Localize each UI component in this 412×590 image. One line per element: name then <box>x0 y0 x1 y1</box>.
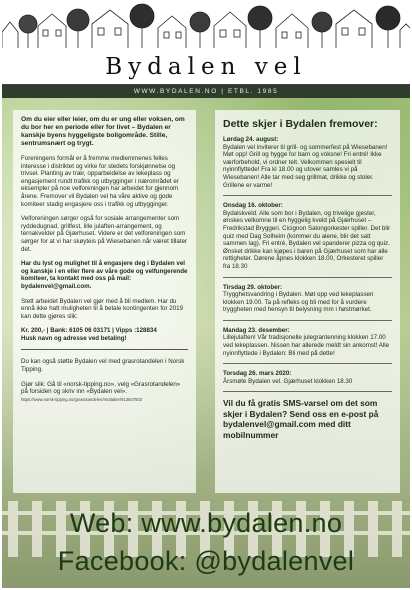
sms-signup-text: Vil du få gratis SMS-varsel om det som skjer i Bydalen? Send oss en e-post på bydalenvel@gmail.com med ditt mobilnummer <box>223 398 379 440</box>
facebook-link[interactable]: Facebook: @bydalenvel <box>57 546 355 576</box>
website-link[interactable]: Web: www.bydalen.no <box>69 508 343 538</box>
grasrot-text: Du kan også støtte Bydalen vel med grasrotandelen i Norsk Tipping. <box>21 358 185 374</box>
intro-text: Om du eier eller leier, om du er ung eller voksen, om du bor her en periode eller for livet – Bydalen er kanskje byens hyggeligste boligområde. Stille, sentrumsnært og trygt. <box>21 116 185 147</box>
divider <box>223 195 392 196</box>
payment-info: Kr. 200,- | Bank: 6105 06 03171 | Vipps :128834 <box>21 327 157 335</box>
flyer-page <box>2 2 410 588</box>
divider <box>223 391 392 392</box>
membership-text: Stett arbeidet Bydalen vel gjør med å bli medlem. Har du ennå ikke hatt muligheten til å betale kontingenten for 2019 kan dette gjøres slik: <box>21 297 184 320</box>
social-text: Velforeningen sørger også for sosiale arrangementer som ryddedugnad, grillfest, lille julaften-arrangement, og ternakvelder på Gjærhuset. Videre er det velforeningen som sørger for at vi har skøyteis på Wiesebanen når været tillater det. <box>21 215 188 253</box>
houses-illustration <box>2 2 410 48</box>
subtitle-bar: WWW.BYDALEN.NO | ETBL. 1985 <box>2 85 410 98</box>
grasrot-instructions: Gjør slik: Gå til «norsk-tipping.no», velg «Grasrotandelen» på forsiden og skriv inn «Bydalen vel». <box>21 380 181 396</box>
event-date: Mandag 23. desember: <box>223 326 290 334</box>
payment-note: Husk navn og adresse ved betaling! <box>21 334 127 342</box>
events-title: Dette skjer i Bydalen fremover: <box>223 118 378 130</box>
purpose-text: Foreningens formål er å fremme medlemmenes felles interesse i distriktet og virke for stedets forskjønnelse og trivsel. Planting av trær, opparbeidelse av lekeplass og engasjement rundt trafikk og utbygginger i nærområdet er eksempler på noe velforeningen har arbeidet for gjennom årene. Fremover vil Bydalen vel ha våre aktive og gode komiteer stadig engasjere oss i trafikk og utbygginger. <box>21 155 179 208</box>
event-date: Tirsdag 29. oktober: <box>223 283 283 291</box>
divider <box>223 363 392 364</box>
event-description: Årsmøte Bydalen vel. Gjærhuset klokken 18.30 <box>223 377 353 385</box>
divider <box>223 320 392 321</box>
event-description: Bydalen vel inviterer til grill- og sommerfest på Wiesebanen! Møt opp! Grill og hygge for barn og voksne! Fri entré! Ikke værforbehold, vi ordner telt. Velkommen spesielt til nyinnflyttede! Fra kl 18.00 og utover samles vi på Wiesebanen! Alle tar med seg grillmat, drikke og stoler. Grillene er varme! <box>223 143 388 189</box>
event-date: Torsdag 26. mars 2020: <box>223 370 292 378</box>
grasrot-link[interactable]: https://www.norsk-tipping.no/grasrotandelen/mottaker/913547502 <box>21 396 143 402</box>
divider <box>21 349 188 350</box>
event-date: Onsdag 16. oktober: <box>223 202 283 210</box>
events-panel <box>215 110 400 493</box>
event-description: Lillejulaften! Vår tradisjonelle julegrantenning klokken 17.00 ved lekeplassen. Nissen har allerede meldt sin ankomst! Alle nyinnflyttede i Bydalen: Bli med på dette! <box>223 334 390 357</box>
engage-text: Har du lyst og mulighet til å engasjere deg i Bydalen vel og kanskje i en eller flere av våre gode og velfungerende komiteer, ta kontakt med oss på mail: bydalenvel@gmail.com. <box>21 260 188 290</box>
event-description: Bydalskveld. Alle som bor i Bydalen, og trivelige gjester, ønskes velkomne til en hyggelig kveld på Gjærhuset – Fredrikstad Bryggeri. Cicignon Salongorkester spiller. Det blir quiz med Dag Solheim (kommer du alene, blir det satt sammen lag). Fri entré, Bydalen vel spanderer pizza og quiz. Ønsket drikke kan kjøpes i baren på Gjærhuset som har alle rettigheter. Dørene åpnes klokken 18.00, Orkesteret spiller fra 18.30 <box>223 209 391 270</box>
event-date: Lørdag 24. august: <box>223 136 279 143</box>
divider <box>223 277 392 278</box>
header <box>2 2 410 85</box>
about-panel <box>13 110 196 493</box>
page-title: Bydalen vel <box>105 54 307 80</box>
event-description: Trygghetsvandring i Bydalen. Møt opp ved lekeplassen klokken 19.00. Ta på refleks og bli med for å vurdere tryggheten med hensyn til belysning mm i høstmørket. <box>223 291 374 314</box>
